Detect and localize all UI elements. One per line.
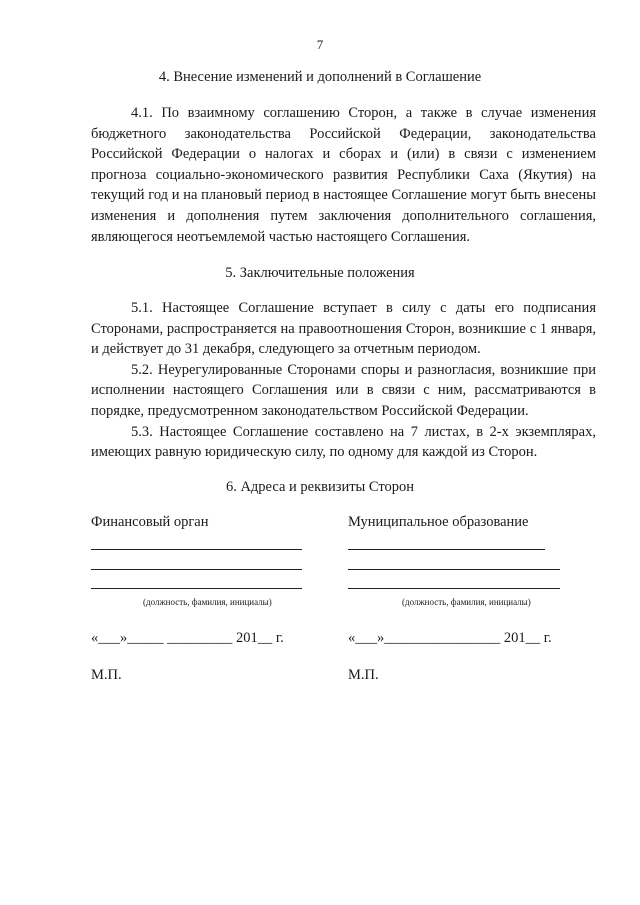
party-right-block [348,514,578,689]
paragraph-5-3: 5.3. Настоящее Соглашение составлено на 7 листах, в 2-х экземплярах, имеющих равную юридическую силу, по одному для каждой из Сторон. [91,423,596,461]
signature-line [91,549,302,550]
party-left-block [91,514,321,689]
party-left-caption: (должность, фамилия, инициалы) [143,597,272,607]
signature-line [348,588,560,589]
signature-line [348,569,560,570]
paragraph-5-1: 5.1. Настоящее Соглашение вступает в силу с даты его подписания Сторонами, распространяется на правоотношения Сторон, возникшие с 1 января, и действует до 31 декабря, следующего за отчетным периодом. [91,300,596,358]
party-left-title: Финансовый орган [91,514,209,530]
signature-line [91,569,302,570]
party-left-stamp: М.П. [91,667,122,683]
paragraph-5-2: 5.2. Неурегулированные Сторонами споры и разногласия, возникшие при исполнении настоящего Соглашения или в связи с ним, рассматриваются в порядке, предусмотренном законодательством Российской Федерации. [91,361,596,419]
page-number: 7 [316,37,324,52]
section-5-body [91,298,596,463]
signature-line [91,588,302,589]
section-4-title: 4. Внесение изменений и дополнений в Соглашение [158,69,482,85]
party-left-date: «___»_____ _________ 201__ г. [91,630,284,646]
signature-line [348,549,545,550]
party-right-caption: (должность, фамилия, инициалы) [402,597,531,607]
party-right-title: Муниципальное образование [348,514,529,530]
section-4-body [91,103,596,247]
section-6-title: 6. Адреса и реквизиты Сторон [225,479,415,495]
party-right-date: «___»________________ 201__ г. [348,630,552,646]
section-5-title: 5. Заключительные положения [225,265,415,281]
party-right-stamp: М.П. [348,667,379,683]
paragraph-4-1: 4.1. По взаимному соглашению Сторон, а также в случае изменения бюджетного законодательства Российской Федерации, законодательства Российской Федерации о налогах и сборах и (или) в связи с изменением прогноза социально-экономического развития Республики Саха (Якутия) на текущий год и на плановый период в настоящее Соглашение могут быть внесены изменения и дополнения путем заключения дополнительного соглашения, являющегося неотъемлемой частью настоящего Соглашения. [91,105,596,245]
